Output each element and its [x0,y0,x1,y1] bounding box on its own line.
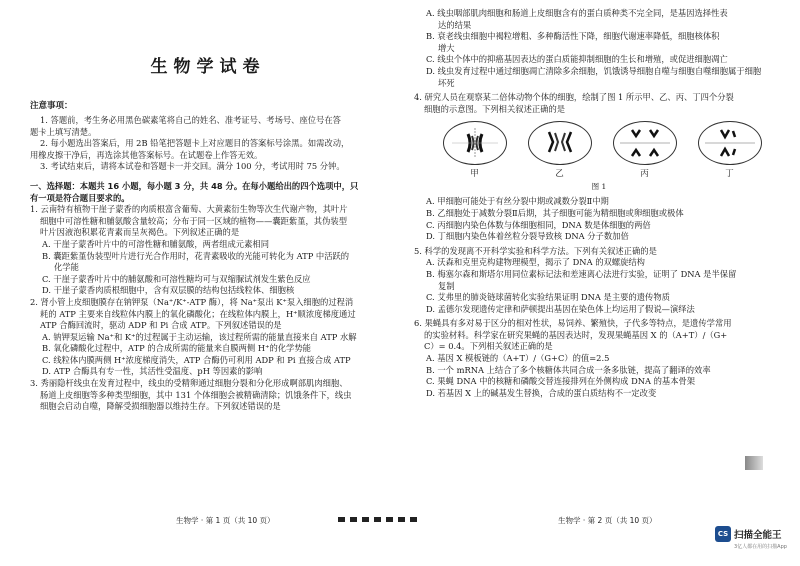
separator-dot [338,517,345,522]
question-line: 3. 秀丽隐杆线虫在发育过程中，线虫的受精卵通过细胞分裂和分化形成啊部肌肉细胞、 [30,378,348,389]
option-b-cont: 增大 [438,42,455,53]
figure-caption: 图 1 [591,182,607,192]
question-line: 细胞的示意图。下列相关叙述正确的是 [424,103,566,114]
figure-labels [432,167,772,179]
right-page [400,0,800,566]
question-line: 1. 云南特有植物干崖子蒙香的肉质根富含葡萄、大黄素衍生物等次生代谢产物，其叶片 [30,204,348,215]
question-6 [414,318,778,399]
section-heading: 有一项是符合题目要求的。 [30,192,130,203]
option-d: D. 干崖子蒙香肉质根细胞中，含有双层膜的结构包括线粒体、细胞核 [42,285,295,296]
option-a: A. 沃森和克里克构建物理模型，揭示了 DNA 的双螺旋结构 [426,257,645,268]
separator-dot [362,517,369,522]
scanner-watermark [715,526,797,556]
option-a: A. 甲细胞可能处于有丝分裂中期或减数分裂Ⅱ中期 [426,196,609,207]
cell-bing-diagram [613,121,677,165]
option-b: B. 氧化磷酸化过程中，ATP 的合成所需的能量来自膜两侧 H⁺的化学势能 [42,343,311,354]
cell-division-figure [432,121,772,165]
option-d: D. 丁细胞内染色体着丝粒分裂导致核 DNA 分子数加倍 [426,231,629,242]
notice-line: 用橡皮擦干净后，再选涂其他答案标号。在试题卷上作答无效。 [30,149,263,160]
option-d-cont: 坏死 [438,77,455,88]
option-b-cont: 化学能 [54,262,79,273]
notice-line: 2. 每小题选出答案后，用 2B 铅笔把答题卡上对应题目的答案标号涂黑。如需改动， [40,138,350,149]
question-line: 的实验材料。科学家在研究果蝇的基因表达时，发现果蝇基因 X 的（A+T）/（G+ [424,329,728,340]
question-3-options [414,8,778,89]
scanner-name: 扫描全能王 [734,530,782,541]
question-line: 肠道上皮细胞等多种类型细胞，其中 131 个体细胞会被精确清除；饥饿条件下，线虫 [40,389,352,400]
option-a: A. 干崖子蒙香叶片中的可溶性糖和脯氨酸，两者组成元素相同 [42,238,269,249]
option-d: D. 孟德尔发现遗传定律和萨顿提出基因在染色体上均运用了假说—演绎法 [426,303,695,314]
option-b: B. 衰老线虫细胞中褐粒增粗、多种酶活性下降，细胞代谢速率降低，细胞核体积 [426,31,720,42]
option-a: A. 线虫咽部肌肉细胞和肠道上皮细胞含有的蛋白质种类不完全同，是基因选择性表 [426,8,728,18]
question-2 [30,297,386,378]
option-d: D. 若基因 X 上的碱基发生替换，合成的蛋白质结构不一定改变 [426,387,657,398]
fig-label-yi: 乙 [555,169,564,180]
option-c: C. 干崖子蒙香叶片中的脯氨酸和可溶性糖均可与双缩脲试剂发生紫色反应 [42,273,311,284]
notice-line: 题卡上填写清楚。 [30,126,97,137]
scanner-logo-icon: CS [715,526,731,542]
fig-label-bing: 丙 [640,169,649,180]
option-c: C. 线粒体内膜两侧 H⁺浓度梯度消失，ATP 合酶仍可利用 ADP 和 Pi 直接合成 ATP [42,354,351,365]
option-b: B. 囊距紫堇伪装型叶片进行光合作用时，花青素吸收的光能可转化为 ATP 中活跃的 [42,250,350,261]
option-d: D. 线虫发育过程中通过细胞凋亡清除多余细胞，饥饿诱导细胞自噬与细胞自噬细胞属于细胞 [426,65,762,76]
question-5 [414,246,778,316]
page-footer-2: 生物学 · 第 2 页（共 10 页） [558,516,657,525]
scan-edge-mark [745,456,763,470]
question-4 [414,92,778,243]
notice-block [30,115,386,173]
option-c: C. 艾弗里的肺炎链球菌转化实验结果证明 DNA 是主要的遗传物质 [426,292,670,303]
cell-ding-diagram [698,121,762,165]
option-c: C. 线虫个体中的抑癌基因表达的蛋白质能抑制细胞的生长和增殖，或促进细胞凋亡 [426,54,728,65]
option-b: B. 一个 mRNA 上结合了多个核糖体共同合成一条多肽链，提高了翻译的效率 [426,364,711,375]
separator-dot [374,517,381,522]
question-line: 细胞会启动自噬，降解受损细胞器以维持生存。下列叙述错误的是 [40,401,281,412]
fig-label-ding: 丁 [725,169,734,180]
question-line: 2. 肾小管上皮细胞膜存在钠钾泵（Na⁺/K⁺-ATP 酶），将 Na⁺泵出 K⁺泵入细胞的过程消 [30,296,354,307]
notice-heading: 注意事项： [30,101,73,111]
option-d: D. ATP 合酶具有专一性，其活性受温度、pH 等因素的影响 [42,366,263,377]
scanner-tagline: 3亿人都在用的扫描App [734,544,787,550]
section-heading: 一、选择题：本题共 16 小题，每小题 3 分，共 48 分。在每小题给出的四个选项中，只 [30,180,359,191]
question-line: 5. 科学的发现离不开科学实验和科学方法。下列有关叙述正确的是 [414,245,657,256]
option-b: B. 梅塞尔森和斯塔尔用同位素标记法和差速离心法进行实验，证明了 DNA 是半保留 [426,268,737,279]
question-line: ATP 合酶回流时，驱动 ADP 和 Pi 合成 ATP。下列叙述错误的是 [40,320,282,331]
question-line: C）= 0.4。下列相关叙述正确的是 [424,341,553,352]
option-b-cont: 复制 [438,280,455,291]
option-c: C. 丙细胞内染色体数与体细胞相同，DNA 数是体细胞的两倍 [426,219,651,230]
option-a: A. 钠钾泵运输 Na⁺和 K⁺的过程属于主动运输，该过程所需的能量直接来自 ATP 水解 [42,331,357,342]
fig-label-jia: 甲 [470,169,479,180]
option-a: A. 基因 X 模板链的（A+T）/（G+C）的值=2.5 [426,353,610,364]
notice-line: 3. 考试结束后，请将本试卷和答题卡一并交回。满分 100 分，考试用时 75 分钟。 [40,161,345,172]
notice-line: 1. 答题前，考生务必用黑色碳素笔将自己的姓名、准考证号、考场号、座位号在答 [40,115,341,125]
page-footer-1: 生物学 · 第 1 页（共 10 页） [176,516,275,525]
option-b: B. 乙细胞处于减数分裂Ⅱ后期，其子细胞可能为精细胞或卵细胞或极体 [426,207,684,218]
question-line: 4. 研究人员在观察某二倍体动物个体的细胞，绘制了图 1 所示甲、乙、丙、丁四个分裂 [414,92,734,103]
question-1 [30,204,386,297]
cell-jia-diagram [443,121,507,165]
separator-dot [350,517,357,522]
option-a-cont: 达的结果 [438,19,472,30]
exam-title: 生物学试卷 [150,57,266,77]
option-c: C. 果蝇 DNA 中的核糖和磷酸交替连接排列在外侧构成 DNA 的基本骨架 [426,376,696,387]
separator-dot [386,517,393,522]
question-line: 6. 果蝇具有多对易于区分的相对性状，易饲养、繁殖快，子代多等特点，是遗传学常用 [414,318,732,329]
question-line: 耗的 ATP 主要来自线粒体内膜上的氧化磷酸化；在线粒体内膜上，H⁺顺浓度梯度通过 [40,308,356,319]
cell-yi-diagram [528,121,592,165]
question-3 [30,378,386,413]
question-line: 叶片因液泡积累花青素而呈灰褐色。下列叙述正确的是 [40,227,240,238]
question-line: 细胞中可溶性糖和脯氨酸含量较高；分布于同一区域的植物——囊距紫堇，其伪装型 [40,215,347,226]
